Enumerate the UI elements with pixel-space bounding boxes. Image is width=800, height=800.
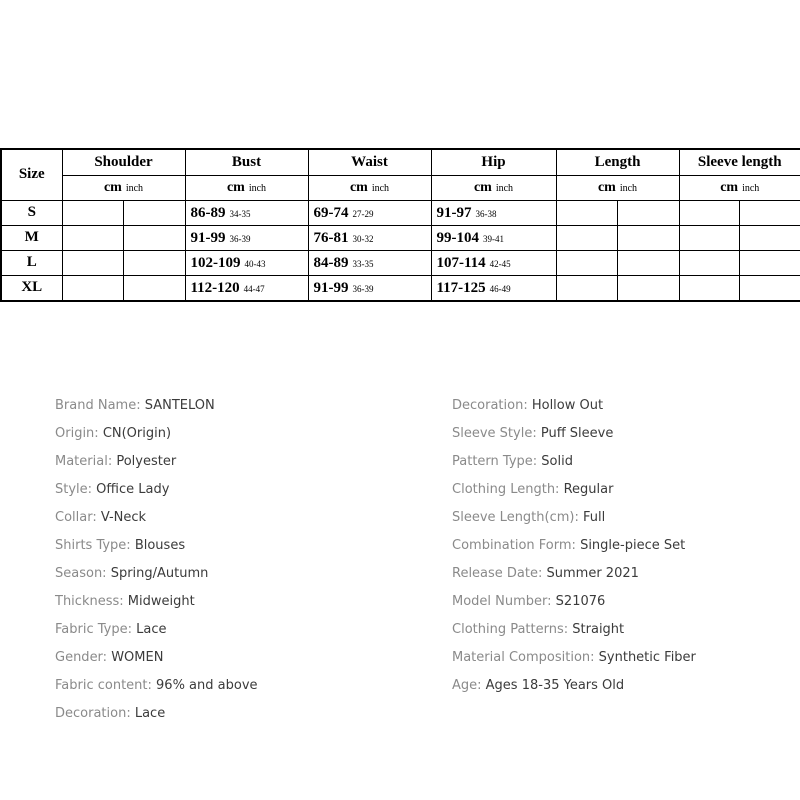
sleeve-length-header: Sleeve length [679, 149, 800, 175]
spec-label: Thickness: [55, 594, 128, 609]
unit-inch: inch [495, 182, 514, 194]
spec-row [55, 536, 258, 564]
sleeve-length-cell [679, 275, 800, 301]
hip-cell [431, 275, 556, 301]
spec-value: WOMEN [111, 650, 164, 665]
size-label: XL [1, 275, 62, 301]
bust-inch: 44-47 [243, 283, 265, 294]
spec-row [452, 480, 696, 508]
spec-value: Midweight [127, 594, 195, 609]
length-header: Length [556, 149, 679, 175]
hip-inch: 39-41 [483, 233, 504, 244]
spec-label: Decoration: [55, 706, 135, 721]
spec-row [55, 704, 258, 732]
sleeve-length-cell [679, 200, 800, 225]
hip-inch: 42-45 [489, 258, 511, 269]
spec-value: Ages 18-35 Years Old [485, 678, 625, 693]
spec-label: Material Composition: [452, 650, 599, 665]
spec-value: CN(Origin) [102, 426, 172, 441]
waist-inch: 30-32 [352, 233, 374, 244]
spec-value: Polyester [116, 454, 177, 469]
spec-row [55, 620, 258, 648]
hip-cm: 91-97 [436, 204, 472, 221]
spec-label: Sleeve Style: [452, 426, 541, 441]
bust-cell [185, 250, 308, 275]
waist-cm: 76-81 [313, 229, 349, 246]
size-label: L [1, 250, 62, 275]
shoulder-header: Shoulder [62, 149, 185, 175]
chart-unit-row [1, 175, 800, 200]
bust-header: Bust [185, 149, 308, 175]
spec-label: Origin: [55, 426, 103, 441]
hip-cm: 99-104 [436, 229, 479, 246]
unit-cm: cm [720, 179, 739, 195]
length-cell [556, 225, 679, 250]
spec-label: Sleeve Length(cm): [452, 510, 583, 525]
hip-inch: 46-49 [489, 283, 511, 294]
spec-row [452, 592, 696, 620]
bust-cell [185, 200, 308, 225]
unit-inch: inch [125, 182, 144, 194]
spec-row [452, 424, 696, 452]
spec-label: Combination Form: [452, 538, 581, 553]
shoulder-cell [62, 225, 185, 250]
spec-label: Style: [55, 482, 97, 497]
spec-value: Synthetic Fiber [598, 650, 696, 665]
size-row [1, 225, 800, 250]
spec-value: 96% and above [156, 678, 258, 693]
unit-inch: inch [248, 182, 267, 194]
waist-inch: 36-39 [352, 283, 374, 294]
spec-value: Hollow Out [531, 398, 604, 413]
spec-row [452, 396, 696, 424]
unit-cm: cm [226, 179, 245, 195]
spec-label: Model Number: [452, 594, 556, 609]
sleeve-length-unit [679, 175, 800, 200]
specs-left-column [55, 396, 258, 732]
spec-label: Pattern Type: [452, 454, 542, 469]
size-label: S [1, 200, 62, 225]
bust-cm: 91-99 [190, 229, 226, 246]
size-row [1, 250, 800, 275]
spec-row [452, 620, 696, 648]
size-row [1, 200, 800, 225]
size-label: M [1, 225, 62, 250]
spec-value: Lace [136, 622, 167, 637]
spec-value: Office Lady [96, 482, 170, 497]
spec-value: Spring/Autumn [110, 566, 209, 581]
shoulder-unit [62, 175, 185, 200]
spec-row [452, 564, 696, 592]
spec-row [55, 424, 258, 452]
shoulder-cell [62, 200, 185, 225]
spec-label: Clothing Length: [452, 482, 564, 497]
bust-cm: 86-89 [190, 204, 226, 221]
spec-row [55, 508, 258, 536]
waist-inch: 27-29 [352, 208, 374, 219]
spec-label: Decoration: [452, 398, 532, 413]
shoulder-cell [62, 275, 185, 301]
unit-cm: cm [103, 179, 122, 195]
spec-value: Straight [572, 622, 625, 637]
size-row [1, 275, 800, 301]
sleeve-length-cell [679, 250, 800, 275]
sleeve-length-cell [679, 225, 800, 250]
waist-cm: 84-89 [313, 254, 349, 271]
spec-value: V-Neck [100, 510, 147, 525]
hip-cell [431, 200, 556, 225]
spec-row [55, 452, 258, 480]
unit-inch: inch [742, 182, 760, 194]
waist-cm: 91-99 [313, 279, 349, 296]
spec-label: Shirts Type: [55, 538, 135, 553]
bust-unit [185, 175, 308, 200]
spec-value: Regular [563, 482, 614, 497]
bust-cell [185, 275, 308, 301]
spec-row [55, 564, 258, 592]
hip-header: Hip [431, 149, 556, 175]
bust-cm: 102-109 [190, 254, 241, 271]
spec-value: S21076 [555, 594, 606, 609]
spec-value: Full [583, 510, 606, 525]
spec-label: Material: [55, 454, 117, 469]
hip-unit [431, 175, 556, 200]
bust-inch: 36-39 [229, 233, 251, 244]
spec-value: Blouses [134, 538, 186, 553]
hip-inch: 36-38 [475, 208, 497, 219]
unit-cm: cm [597, 179, 616, 195]
spec-row [452, 536, 696, 564]
spec-label: Collar: [55, 510, 101, 525]
waist-cm: 69-74 [313, 204, 349, 221]
waist-cell [308, 250, 431, 275]
waist-cell [308, 200, 431, 225]
waist-header: Waist [308, 149, 431, 175]
spec-row [452, 508, 696, 536]
chart-header-row [1, 149, 800, 175]
spec-label: Season: [55, 566, 111, 581]
hip-cell [431, 250, 556, 275]
spec-row [55, 396, 258, 424]
waist-cell [308, 275, 431, 301]
size-chart [0, 148, 800, 302]
bust-inch: 40-43 [244, 258, 266, 269]
spec-row [55, 676, 258, 704]
spec-value: Puff Sleeve [540, 426, 614, 441]
spec-value: Solid [541, 454, 573, 469]
bust-cell [185, 225, 308, 250]
length-cell [556, 250, 679, 275]
unit-inch: inch [619, 182, 638, 194]
spec-label: Brand Name: [55, 398, 145, 413]
hip-cm: 117-125 [436, 279, 486, 296]
spec-label: Fabric content: [55, 678, 157, 693]
hip-cm: 107-114 [436, 254, 486, 271]
spec-label: Clothing Patterns: [452, 622, 573, 637]
length-cell [556, 275, 679, 301]
unit-cm: cm [349, 179, 368, 195]
shoulder-cell [62, 250, 185, 275]
waist-inch: 33-35 [352, 258, 374, 269]
spec-label: Age: [452, 678, 486, 693]
hip-cell [431, 225, 556, 250]
length-unit [556, 175, 679, 200]
waist-cell [308, 225, 431, 250]
spec-row [452, 648, 696, 676]
size-header: Size [1, 149, 62, 200]
spec-value: Summer 2021 [546, 566, 639, 581]
spec-value: SANTELON [144, 398, 215, 413]
spec-row [55, 592, 258, 620]
bust-cm: 112-120 [190, 279, 240, 296]
length-cell [556, 200, 679, 225]
spec-label: Gender: [55, 650, 112, 665]
spec-value: Single-piece Set [580, 538, 686, 553]
waist-unit [308, 175, 431, 200]
bust-inch: 34-35 [229, 208, 251, 219]
spec-row [55, 480, 258, 508]
spec-value: Lace [134, 706, 166, 721]
spec-row [452, 452, 696, 480]
spec-row [55, 648, 258, 676]
specs-right-column [452, 396, 696, 704]
unit-cm: cm [473, 179, 492, 195]
spec-label: Fabric Type: [55, 622, 137, 637]
unit-inch: inch [371, 182, 390, 194]
spec-label: Release Date: [452, 566, 547, 581]
spec-row [452, 676, 696, 704]
